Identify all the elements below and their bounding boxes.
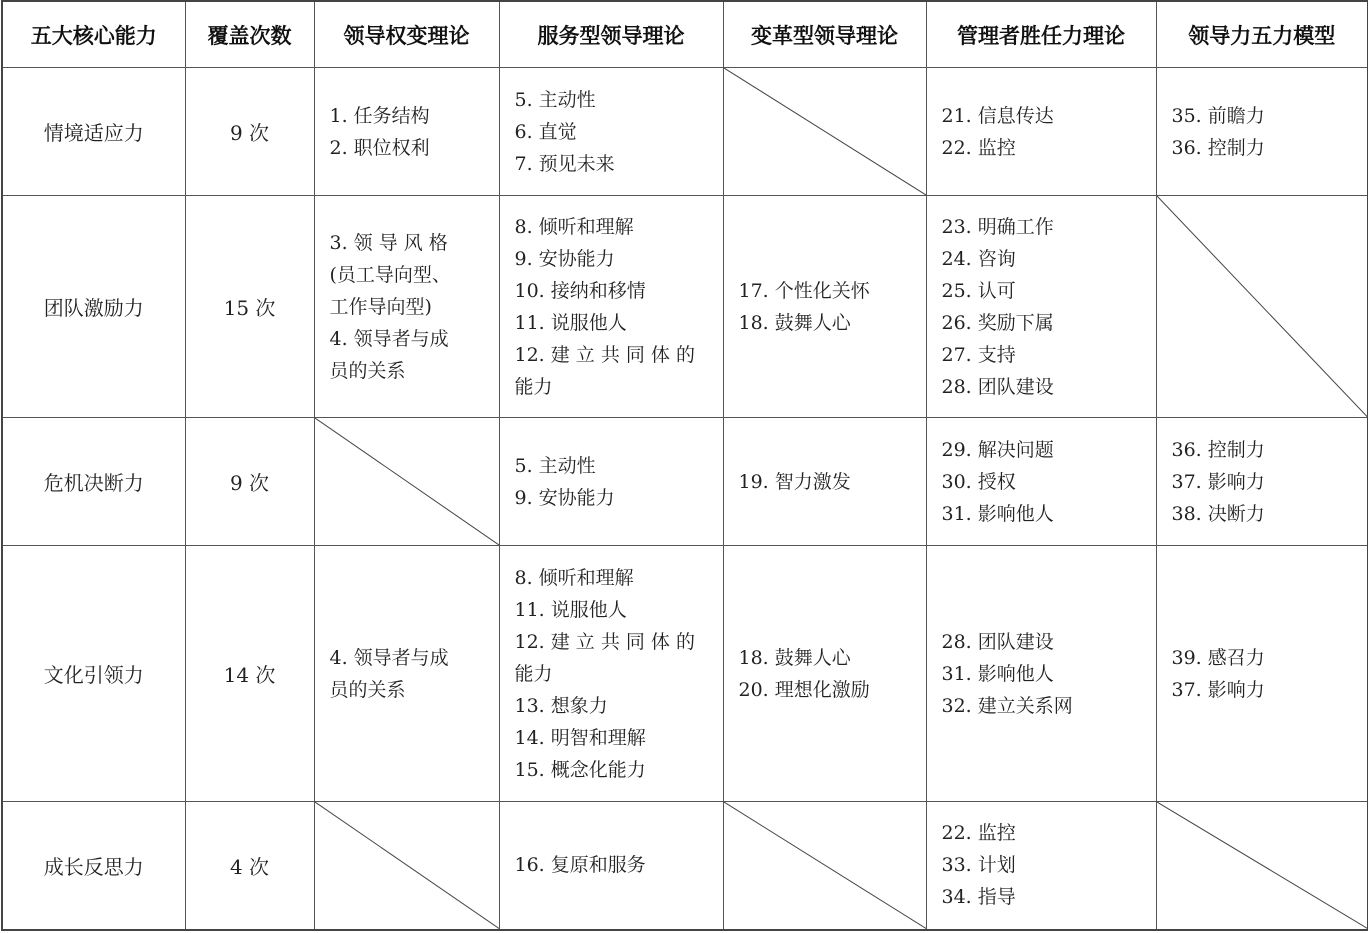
header-transformational-leadership: 变革型领导理论 xyxy=(723,1,926,68)
list-item: 33. 计划 xyxy=(941,854,1016,877)
theory-cell xyxy=(1156,68,1368,196)
list-item: 6. 直觉 xyxy=(514,120,577,143)
list-item: 16. 复原和服务 xyxy=(514,854,646,877)
theory-cell xyxy=(723,546,926,802)
list-item: 9. 安协能力 xyxy=(514,486,615,509)
theory-cell xyxy=(499,546,723,802)
theory-cell xyxy=(499,196,723,418)
list-item: 19. 智力激发 xyxy=(738,470,851,493)
list-item: 28. 团队建设 xyxy=(941,630,1054,653)
list-item: 2. 职位权利 xyxy=(329,136,430,159)
header-contingency-theory: 领导权变理论 xyxy=(314,1,499,68)
list-item: 34. 指导 xyxy=(941,886,1016,909)
list-item: 38. 决断力 xyxy=(1171,502,1265,525)
list-item: 27. 支持 xyxy=(941,343,1016,366)
ability-name: 成长反思力 xyxy=(2,802,185,930)
theory-cell xyxy=(926,196,1156,418)
list-item: 22. 监控 xyxy=(941,136,1016,159)
theory-cell xyxy=(1156,418,1368,546)
coverage-count: 15 次 xyxy=(185,196,314,418)
ability-name: 文化引领力 xyxy=(2,546,185,802)
list-item: 25. 认可 xyxy=(941,279,1016,302)
theory-cell xyxy=(1156,546,1368,802)
theory-cell xyxy=(723,418,926,546)
list-item: 39. 感召力 xyxy=(1171,646,1265,669)
list-item: 28. 团队建设 xyxy=(941,375,1054,398)
ability-name: 危机决断力 xyxy=(2,418,185,546)
theory-cell xyxy=(499,68,723,196)
table-row xyxy=(2,802,1368,930)
theory-cell xyxy=(926,546,1156,802)
list-item: 22. 监控 xyxy=(941,822,1016,845)
coverage-count: 4 次 xyxy=(185,802,314,930)
list-item: 3. 领 导 风 格 xyxy=(329,231,448,254)
header-row xyxy=(2,1,1368,68)
empty-cell xyxy=(1156,196,1368,418)
list-item: 10. 接纳和移情 xyxy=(514,279,646,302)
empty-cell xyxy=(723,802,926,930)
list-item: 8. 倾听和理解 xyxy=(514,566,634,589)
list-item: 32. 建立关系网 xyxy=(941,694,1073,717)
coverage-count: 14 次 xyxy=(185,546,314,802)
header-servant-leadership: 服务型领导理论 xyxy=(499,1,723,68)
header-five-forces-model: 领导力五力模型 xyxy=(1156,1,1368,68)
list-item: 36. 控制力 xyxy=(1171,438,1265,461)
list-item: 13. 想象力 xyxy=(514,694,608,717)
list-item: 18. 鼓舞人心 xyxy=(738,646,851,669)
diagonal-slash xyxy=(1157,802,1368,929)
list-item: 能力 xyxy=(514,662,553,685)
diagonal-slash xyxy=(724,68,926,195)
list-item: 37. 影响力 xyxy=(1171,678,1265,701)
list-item: 12. 建 立 共 同 体 的 xyxy=(514,343,695,366)
list-item: 14. 明智和理解 xyxy=(514,726,646,749)
list-item: 17. 个性化关怀 xyxy=(738,279,870,302)
header-core-ability: 五大核心能力 xyxy=(2,1,185,68)
list-item: 5. 主动性 xyxy=(514,88,596,111)
coverage-count: 9 次 xyxy=(185,418,314,546)
diagonal-slash xyxy=(315,802,499,929)
empty-cell xyxy=(314,802,499,930)
list-item: 12. 建 立 共 同 体 的 xyxy=(514,630,695,653)
theory-cell xyxy=(926,802,1156,930)
list-item: 37. 影响力 xyxy=(1171,470,1265,493)
theory-cell xyxy=(314,546,499,802)
coverage-count: 9 次 xyxy=(185,68,314,196)
list-item: 1. 任务结构 xyxy=(329,104,430,127)
list-item: 35. 前瞻力 xyxy=(1171,104,1265,127)
list-item: 9. 安协能力 xyxy=(514,247,615,270)
list-item: 员的关系 xyxy=(329,359,406,382)
list-item: 24. 咨询 xyxy=(941,247,1016,270)
list-item: 15. 概念化能力 xyxy=(514,758,646,781)
list-item: 8. 倾听和理解 xyxy=(514,215,634,238)
list-item: 11. 说服他人 xyxy=(514,311,627,334)
theory-cell xyxy=(926,418,1156,546)
ability-name: 情境适应力 xyxy=(2,68,185,196)
list-item: 20. 理想化激励 xyxy=(738,678,870,701)
table-row xyxy=(2,196,1368,418)
ability-name: 团队激励力 xyxy=(2,196,185,418)
list-item: 31. 影响他人 xyxy=(941,502,1054,525)
table-row xyxy=(2,68,1368,196)
list-item: 5. 主动性 xyxy=(514,454,596,477)
diagonal-slash xyxy=(315,418,499,545)
empty-cell xyxy=(314,418,499,546)
list-item: 30. 授权 xyxy=(941,470,1016,493)
theory-cell xyxy=(926,68,1156,196)
list-item: 7. 预见未来 xyxy=(514,152,615,175)
list-item: 员的关系 xyxy=(329,678,406,701)
theory-cell xyxy=(499,418,723,546)
table-row xyxy=(2,546,1368,802)
list-item: 21. 信息传达 xyxy=(941,104,1054,127)
theory-cell xyxy=(499,802,723,930)
list-item: 工作导向型) xyxy=(329,295,432,318)
header-coverage-count: 覆盖次数 xyxy=(185,1,314,68)
list-item: 29. 解决问题 xyxy=(941,438,1054,461)
competency-table xyxy=(1,0,1368,931)
list-item: 能力 xyxy=(514,375,553,398)
diagonal-slash xyxy=(1157,196,1368,417)
table-row xyxy=(2,418,1368,546)
list-item: (员工导向型、 xyxy=(329,263,451,286)
empty-cell xyxy=(1156,802,1368,930)
theory-cell xyxy=(314,68,499,196)
list-item: 36. 控制力 xyxy=(1171,136,1265,159)
theory-cell xyxy=(723,196,926,418)
list-item: 26. 奖励下属 xyxy=(941,311,1054,334)
diagonal-slash xyxy=(724,802,926,929)
list-item: 4. 领导者与成 xyxy=(329,327,449,350)
list-item: 23. 明确工作 xyxy=(941,215,1054,238)
theory-cell xyxy=(314,196,499,418)
list-item: 18. 鼓舞人心 xyxy=(738,311,851,334)
list-item: 4. 领导者与成 xyxy=(329,646,449,669)
list-item: 31. 影响他人 xyxy=(941,662,1054,685)
list-item: 11. 说服他人 xyxy=(514,598,627,621)
empty-cell xyxy=(723,68,926,196)
header-manager-competency: 管理者胜任力理论 xyxy=(926,1,1156,68)
